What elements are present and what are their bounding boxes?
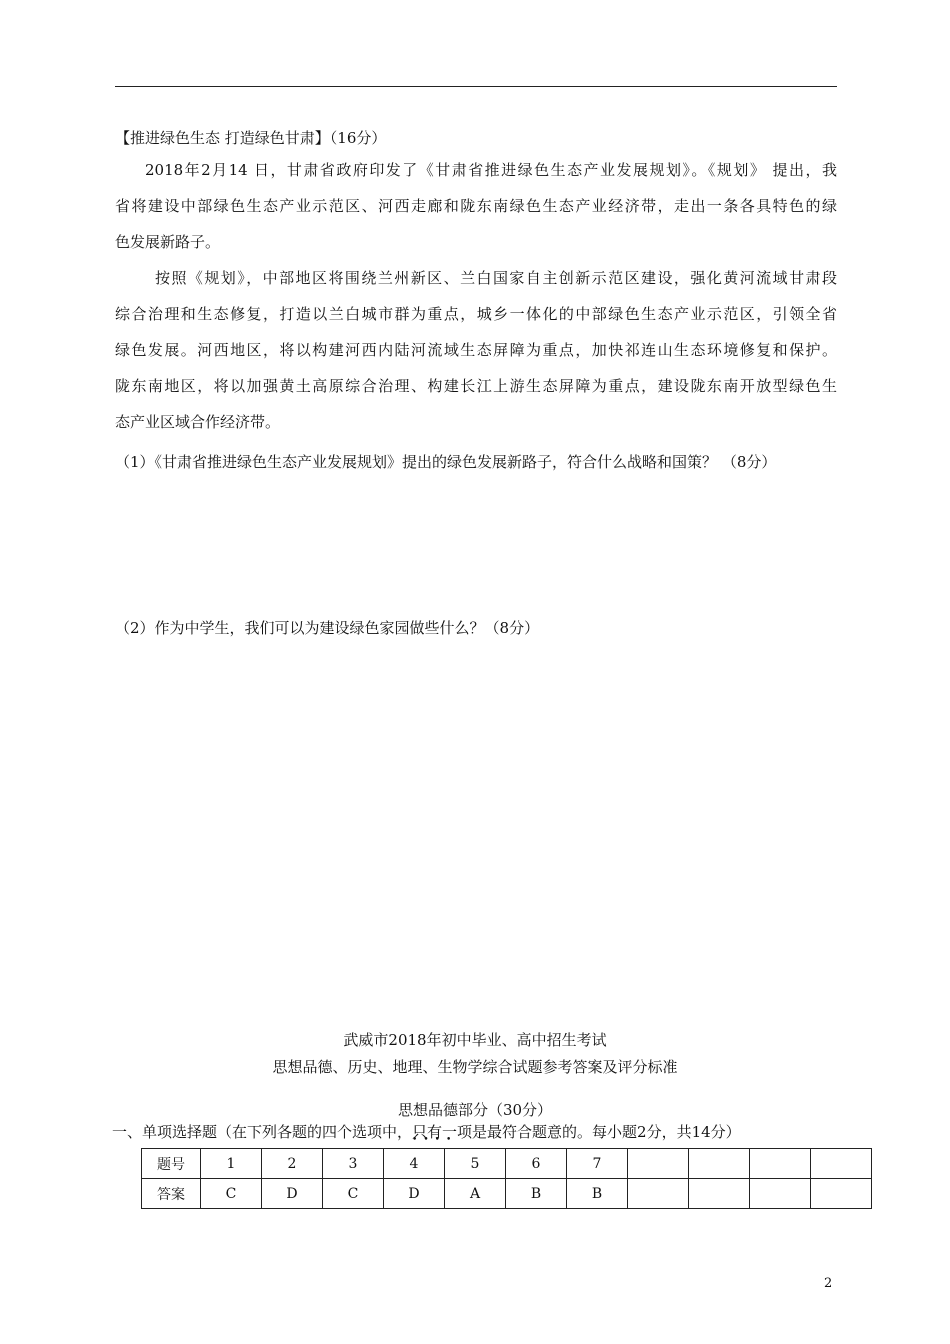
answer-cell [811, 1179, 872, 1209]
number-cell: 7 [567, 1149, 628, 1179]
paragraph2-line3: 绿色发展。河西地区，将以构建河西内陆河流域生态屏障为重点，加快祁连山生态环境修复和保护。 [115, 341, 837, 359]
answer-cell [628, 1179, 689, 1209]
paragraph1-line3: 色发展新路子。 [115, 233, 221, 251]
paragraph2-line2: 综合治理和生态修复，打造以兰白城市群为重点，城乡一体化的中部绿色生态产业示范区，引领全省 [115, 305, 837, 323]
answer-cell: C [323, 1179, 384, 1209]
table-row-numbers [142, 1149, 872, 1179]
section-title: 【推进绿色生态 打造绿色甘肃】（16分） [115, 129, 387, 147]
answer-key-subtitle: 思想品德、历史、地理、生物学综合试题参考答案及评分标准 [272, 1058, 678, 1076]
number-cell: 5 [445, 1149, 506, 1179]
paragraph2-line4: 陇东南地区，将以加强黄土高原综合治理、构建长江上游生态屏障为重点，建设陇东南开放型绿色生 [115, 377, 837, 395]
number-cell [811, 1149, 872, 1179]
answer-cell: D [262, 1179, 323, 1209]
number-cell: 1 [201, 1149, 262, 1179]
answer-cell [750, 1179, 811, 1209]
part-title: 思想品德部分（30分） [397, 1101, 553, 1119]
paragraph2-line5: 态产业区域合作经济带。 [115, 413, 281, 431]
number-cell [750, 1149, 811, 1179]
paragraph1-line1: 2018年2月14 日，甘肃省政府印发了《甘肃省推进绿色生态产业发展规划》。《规划》 提出，我 [145, 161, 837, 179]
question-1: （1）《甘肃省推进绿色生态产业发展规划》提出的绿色发展新路子，符合什么战略和国策？ （8分） [115, 453, 777, 471]
instruction-emphasis: 只有一项 •••• [412, 1123, 472, 1141]
answer-cell [689, 1179, 750, 1209]
page-number: 2 [824, 1276, 833, 1291]
table-row-answers [142, 1179, 872, 1209]
instruction-prefix: 一、单项选择题（在下列各题的四个选项中， [112, 1123, 413, 1141]
instruction-suffix: 是最符合题意的。每小题2分，共14分） [472, 1123, 741, 1141]
section-instruction [112, 1122, 741, 1142]
question-2: （2）作为中学生，我们可以为建设绿色家园做些什么？（8分） [115, 619, 540, 637]
header-rule [115, 86, 837, 87]
number-cell: 6 [506, 1149, 567, 1179]
answer-cell: B [506, 1179, 567, 1209]
answer-cell: C [201, 1179, 262, 1209]
row-label-answer: 答案 [142, 1179, 201, 1209]
answer-cell: A [445, 1179, 506, 1209]
paragraph2-line1: 按照《规划》，中部地区将围绕兰州新区、兰白国家自主创新示范区建设，强化黄河流域甘肃段 [155, 269, 837, 287]
answer-table [141, 1148, 872, 1209]
row-label-number: 题号 [142, 1149, 201, 1179]
number-cell: 3 [323, 1149, 384, 1179]
answer-key-title: 武威市2018年初中毕业、高中招生考试 [343, 1031, 607, 1049]
number-cell [628, 1149, 689, 1179]
number-cell: 4 [384, 1149, 445, 1179]
number-cell [689, 1149, 750, 1179]
number-cell: 2 [262, 1149, 323, 1179]
paragraph1-line2: 省将建设中部绿色生态产业示范区、河西走廊和陇东南绿色生态产业经济带，走出一条各具特色的绿 [115, 197, 837, 215]
answer-cell: D [384, 1179, 445, 1209]
answer-cell: B [567, 1179, 628, 1209]
